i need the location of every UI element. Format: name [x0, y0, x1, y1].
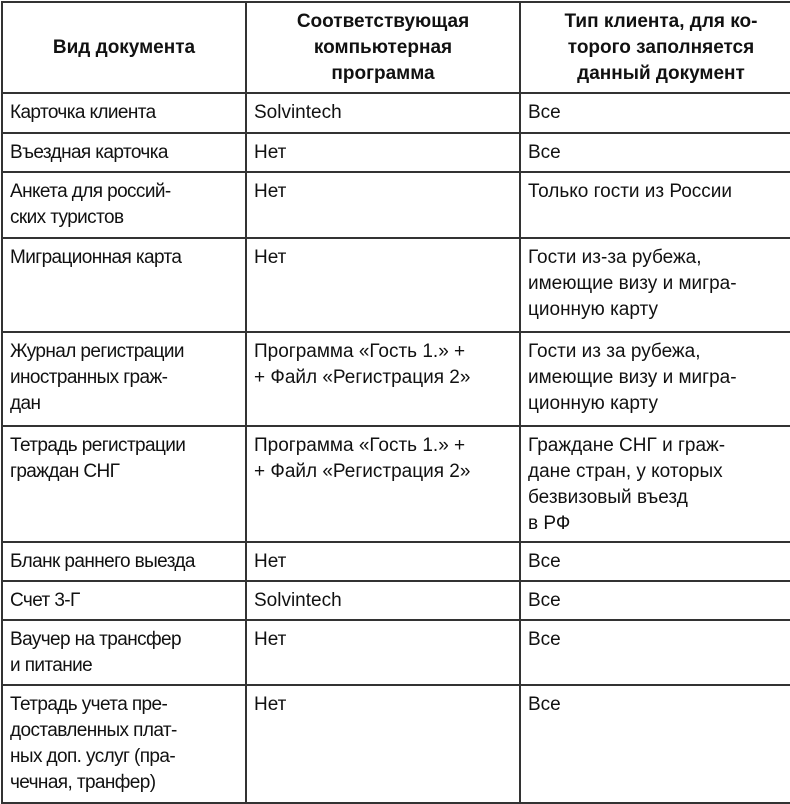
cell-program — [246, 332, 520, 426]
header-text-line: данный документ — [577, 62, 745, 84]
cell-text-line: Solvintech — [254, 102, 342, 123]
cell-text-line: имеющие визу и мигра- — [528, 273, 737, 294]
table-header — [2, 2, 790, 93]
cell-document-type — [2, 332, 246, 426]
cell-text-line: Въездная карточка — [10, 142, 168, 163]
cell-text-line: доставленных плат- — [10, 720, 177, 741]
header-text-line: торого заполняется — [567, 36, 755, 58]
cell-text-line: в РФ — [528, 513, 571, 534]
header-document-type — [2, 2, 246, 93]
cell-text-line: Тетрадь учета пре- — [10, 694, 168, 715]
cell-text-line: Журнал регистрации — [10, 341, 184, 362]
table-body — [2, 93, 790, 803]
cell-text-line: Все — [528, 590, 561, 611]
cell-text-line: Гости из-за рубежа, — [528, 247, 702, 268]
cell-text-line: граждан СНГ — [10, 461, 120, 482]
cell-program — [246, 685, 520, 803]
document-types-table — [1, 1, 790, 804]
cell-text-line: Все — [528, 142, 561, 163]
cell-text-line: Нет — [254, 629, 287, 650]
cell-client-type — [520, 133, 790, 172]
cell-program — [246, 581, 520, 620]
cell-text-line: имеющие визу и мигра- — [528, 367, 737, 388]
cell-program — [246, 426, 520, 542]
cell-program — [246, 172, 520, 238]
cell-text-line: Анкета для россий- — [10, 181, 171, 202]
header-program — [246, 2, 520, 93]
cell-text-line: Все — [528, 694, 561, 715]
cell-text-line: Гости из за рубежа, — [528, 341, 701, 362]
cell-text-line: Программа «Гость 1.» + — [254, 341, 466, 362]
table-row — [2, 172, 790, 238]
header-text-line: Тип клиента, для ко- — [564, 10, 758, 32]
cell-program — [246, 620, 520, 685]
cell-document-type — [2, 620, 246, 685]
cell-document-type — [2, 542, 246, 581]
cell-text-line: Нет — [254, 247, 287, 268]
cell-program — [246, 93, 520, 133]
table-row — [2, 685, 790, 803]
cell-client-type — [520, 332, 790, 426]
table-row — [2, 581, 790, 620]
table-row — [2, 93, 790, 133]
cell-client-type — [520, 620, 790, 685]
cell-client-type — [520, 93, 790, 133]
cell-client-type — [520, 542, 790, 581]
cell-text-line: иностранных граж- — [10, 367, 168, 388]
cell-text-line: Граждане СНГ и граж- — [528, 435, 726, 456]
cell-client-type — [520, 238, 790, 332]
cell-text-line: Все — [528, 629, 561, 650]
table-row — [2, 426, 790, 542]
cell-text-line: безвизовый въезд — [528, 487, 688, 508]
cell-text-line: Только гости из России — [528, 181, 733, 202]
table-row — [2, 620, 790, 685]
header-client-type — [520, 2, 790, 93]
cell-text-line: + Файл «Регистрация 2» — [254, 461, 471, 482]
cell-text-line: Ваучер на трансфер — [10, 629, 181, 650]
cell-text-line: Карточка клиента — [10, 102, 156, 123]
table-row — [2, 542, 790, 581]
cell-text-line: Бланк раннего выезда — [10, 551, 195, 572]
header-text-line: программа — [331, 62, 435, 84]
cell-text-line: дане стран, у которых — [528, 461, 723, 482]
cell-client-type — [520, 685, 790, 803]
cell-text-line: Счет 3-Г — [10, 590, 80, 611]
cell-text-line: Нет — [254, 181, 287, 202]
cell-program — [246, 133, 520, 172]
cell-text-line: ских туристов — [10, 207, 124, 228]
table-row — [2, 133, 790, 172]
cell-text-line: ционную карту — [528, 299, 658, 320]
header-text-line: компьютерная — [313, 36, 453, 58]
cell-document-type — [2, 685, 246, 803]
cell-document-type — [2, 93, 246, 133]
header-row — [2, 2, 790, 93]
cell-client-type — [520, 581, 790, 620]
cell-text-line: и питание — [10, 655, 93, 676]
cell-text-line: ционную карту — [528, 393, 658, 414]
cell-text-line: ных доп. услуг (пра- — [10, 746, 176, 767]
cell-text-line: Нет — [254, 694, 287, 715]
cell-document-type — [2, 581, 246, 620]
header-text-line: Соответствующая — [296, 10, 470, 32]
cell-document-type — [2, 426, 246, 542]
table-row — [2, 332, 790, 426]
cell-text-line: чечная, транфер) — [10, 772, 156, 793]
cell-text-line: Все — [528, 102, 561, 123]
header-text-line: Вид документа — [52, 36, 196, 58]
cell-program — [246, 238, 520, 332]
cell-text-line: Все — [528, 551, 561, 572]
cell-document-type — [2, 172, 246, 238]
table-row — [2, 238, 790, 332]
cell-text-line: Нет — [254, 142, 287, 163]
cell-text-line: Solvintech — [254, 590, 342, 611]
cell-text-line: Тетрадь регистрации — [10, 435, 186, 456]
cell-document-type — [2, 238, 246, 332]
cell-text-line: дан — [10, 393, 41, 414]
cell-document-type — [2, 133, 246, 172]
cell-client-type — [520, 172, 790, 238]
cell-text-line: Миграционная карта — [10, 247, 182, 268]
cell-client-type — [520, 426, 790, 542]
cell-text-line: Нет — [254, 551, 287, 572]
cell-text-line: Программа «Гость 1.» + — [254, 435, 466, 456]
cell-program — [246, 542, 520, 581]
cell-text-line: + Файл «Регистрация 2» — [254, 367, 471, 388]
